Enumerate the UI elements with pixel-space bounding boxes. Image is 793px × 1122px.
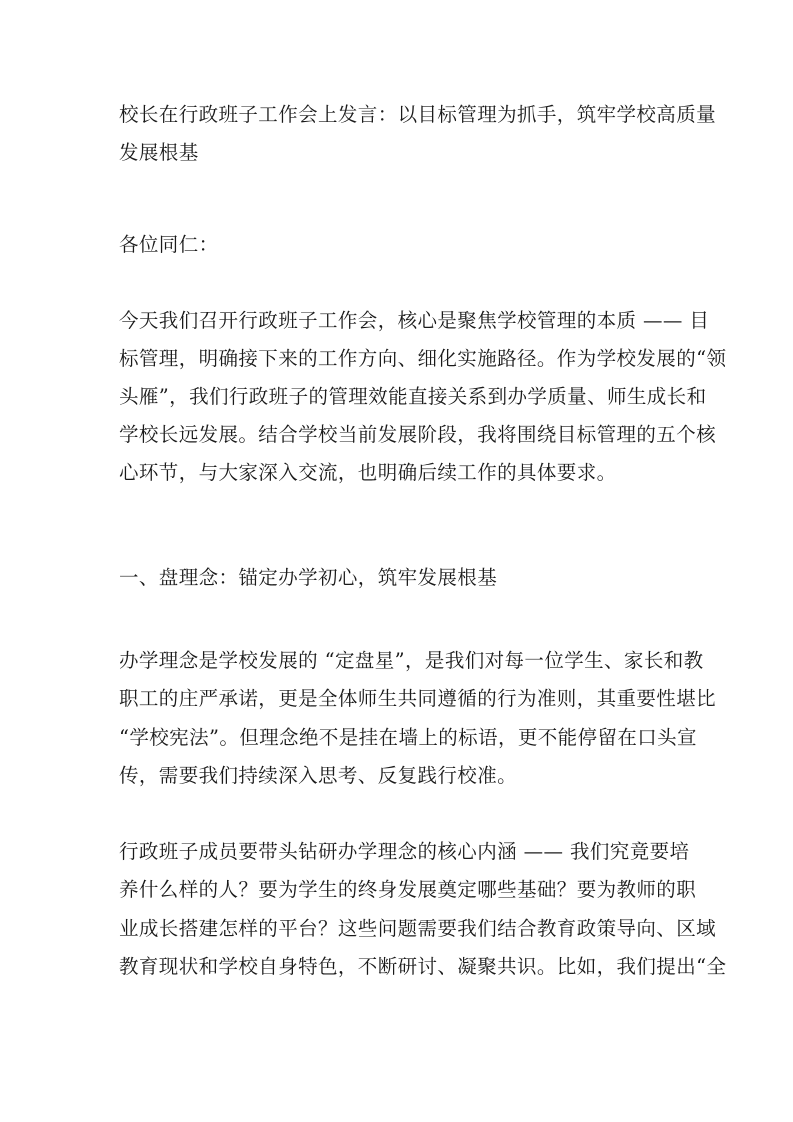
paragraph-1-line-3: 头雁”，我们行政班子的管理效能直接关系到办学质量、师生成长和 (119, 385, 707, 408)
salutation: 各位同仁： (119, 233, 219, 256)
section-1-paragraph-2-line-3: 业成长搭建怎样的平台？这些问题需要我们结合教育政策导向、区域 (119, 917, 717, 940)
section-1-paragraph-2-line-2: 养什么样的人？要为学生的终身发展奠定哪些基础？要为教师的职 (119, 878, 697, 901)
section-1-heading: 一、盘理念：锚定办学初心，筑牢发展根基 (119, 566, 498, 589)
paragraph-1-line-2: 标管理，明确接下来的工作方向、细化实施路径。作为学校发展的“领 (119, 347, 727, 370)
section-1-paragraph-1-line-3: “学校宪法”。但理念绝不是挂在墙上的标语，更不能停留在口头宣 (119, 726, 697, 749)
section-1-paragraph-2-line-4: 教育现状和学校自身特色，不断研讨、凝聚共识。比如，我们提出“全 (119, 955, 727, 978)
paragraph-1-line-5: 心环节，与大家深入交流，也明确后续工作的具体要求。 (119, 461, 617, 484)
section-1-paragraph-1-line-4: 传，需要我们持续深入思考、反复践行校准。 (119, 764, 518, 787)
section-1-paragraph-1-line-1: 办学理念是学校发展的 “定盘星”，是我们对每一位学生、家长和教 (119, 649, 704, 672)
section-1-paragraph-2-line-1: 行政班子成员要带头钻研办学理念的核心内涵 —— 我们究竟要培 (119, 840, 690, 863)
document-title-line-2: 发展根基 (119, 141, 199, 164)
paragraph-1-line-4: 学校长远发展。结合学校当前发展阶段，我将围绕目标管理的五个核 (119, 423, 717, 446)
section-1-paragraph-1-line-2: 职工的庄严承诺，更是全体师生共同遵循的行为准则，其重要性堪比 (119, 687, 717, 710)
paragraph-1-line-1: 今天我们召开行政班子工作会，核心是聚焦学校管理的本质 —— 目 (119, 309, 710, 332)
document-title-line-1: 校长在行政班子工作会上发言：以目标管理为抓手，筑牢学校高质量 (119, 103, 717, 126)
